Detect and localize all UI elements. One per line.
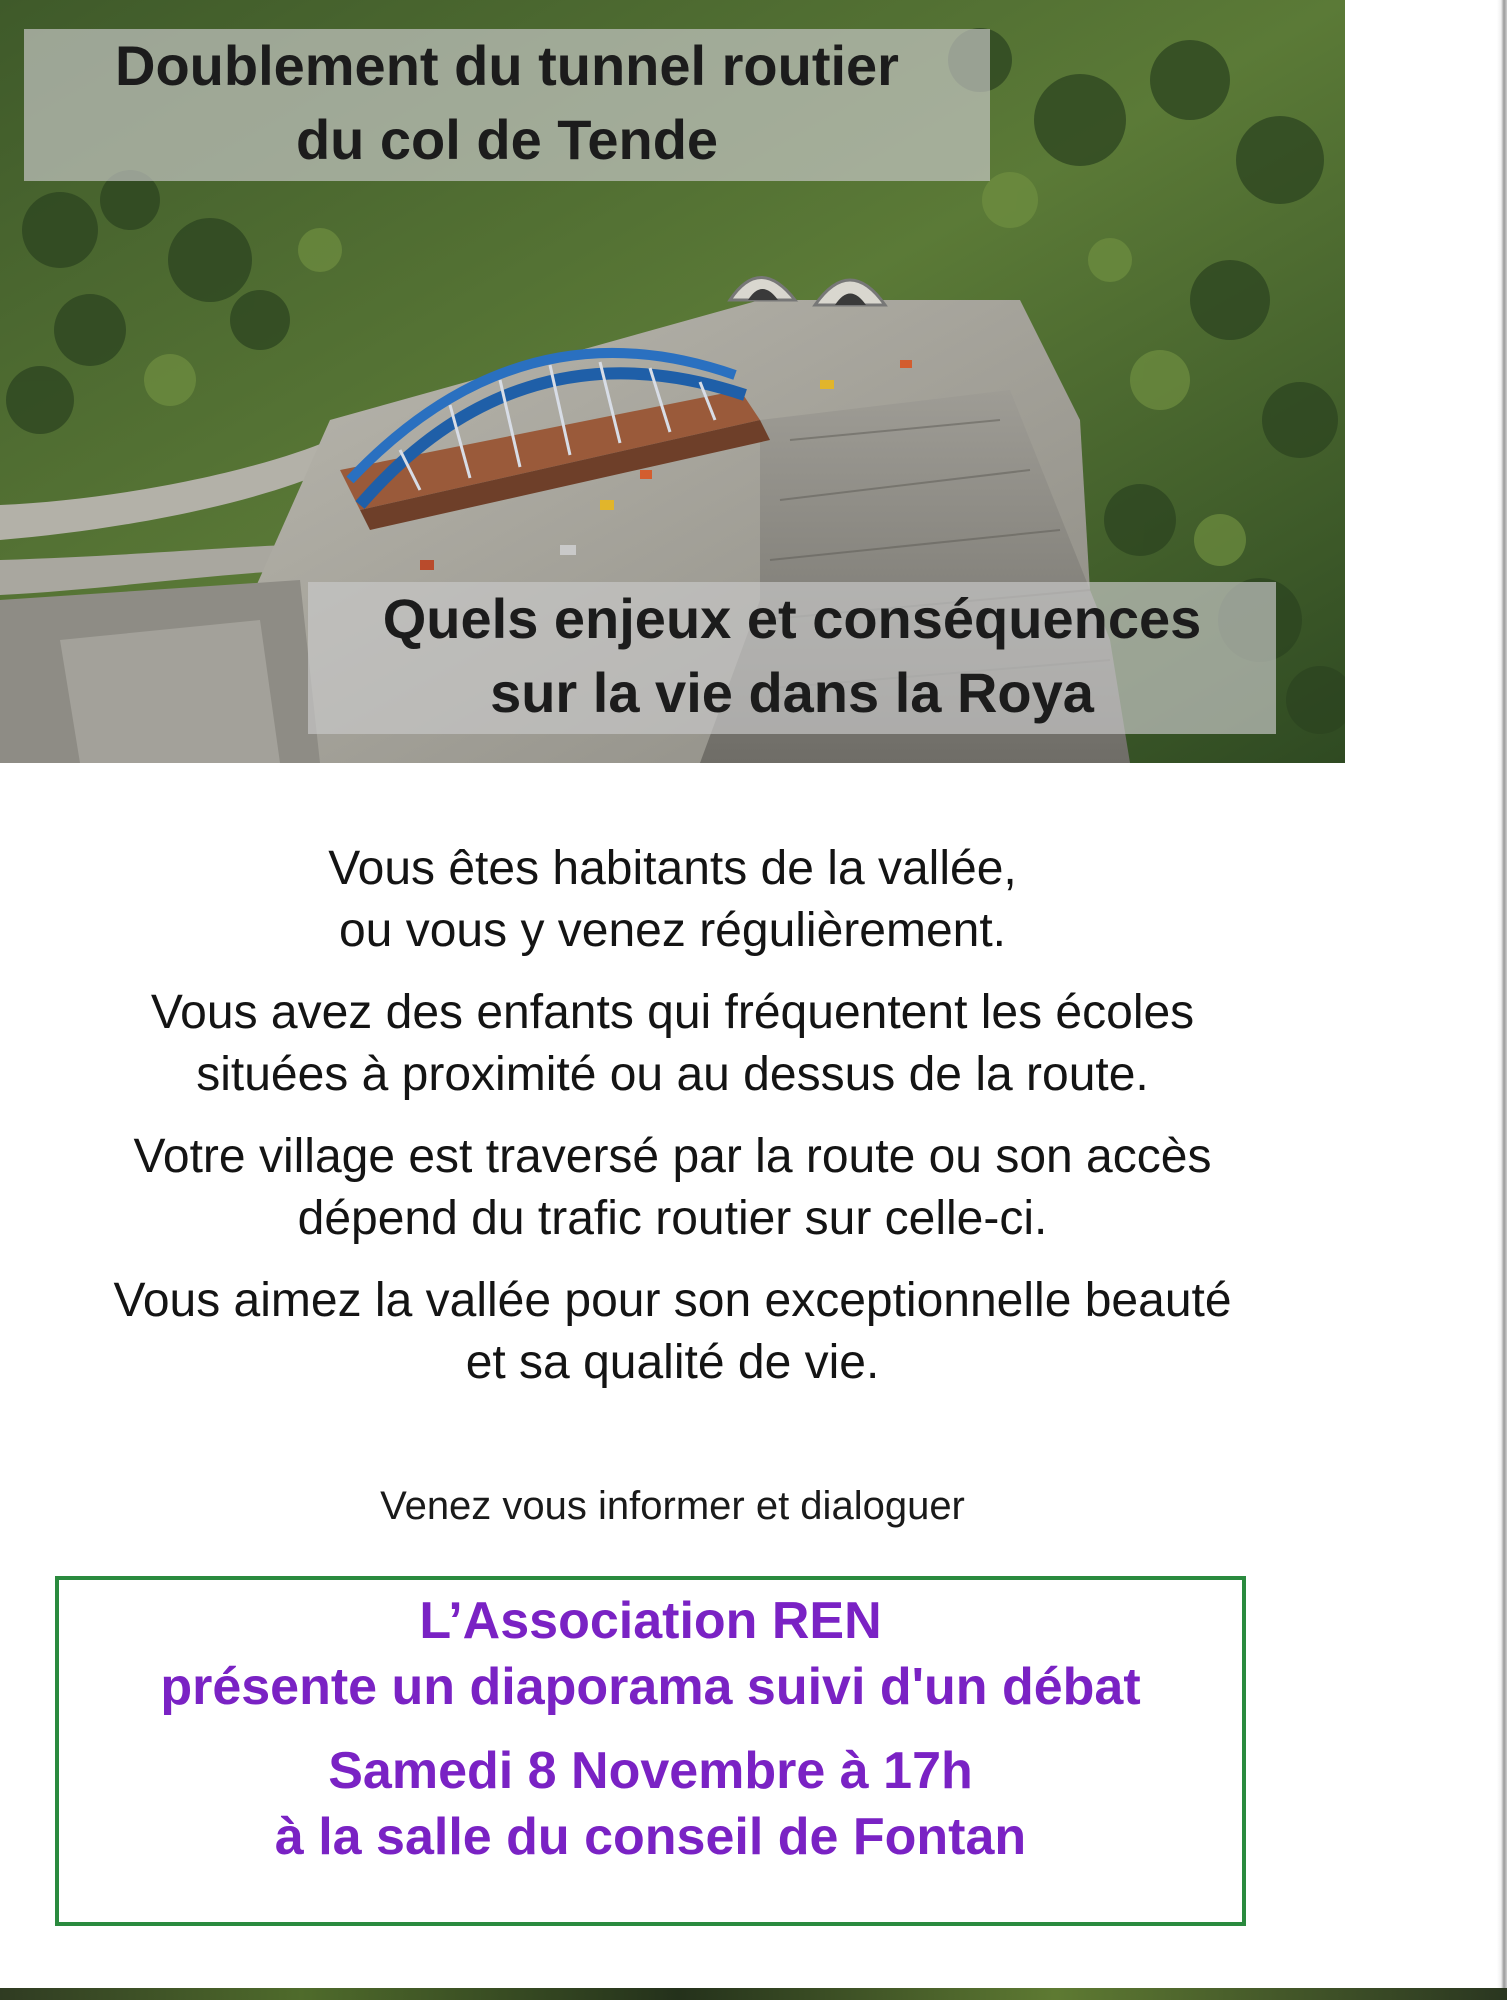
paragraph-line: situées à proximité ou au dessus de la route. bbox=[196, 1048, 1149, 1101]
photo-title-box bbox=[24, 29, 990, 181]
page-edge-shadow bbox=[1497, 0, 1507, 2000]
photo-subtitle-line-2: sur la vie dans la Roya bbox=[490, 661, 1094, 724]
paragraph-children bbox=[0, 982, 1345, 1106]
paragraph-line: et sa qualité de vie. bbox=[465, 1336, 880, 1389]
body-text bbox=[0, 838, 1345, 1414]
paragraph-line: ou vous y venez régulièrement. bbox=[338, 904, 1007, 957]
photo-subtitle-line-1: Quels enjeux et conséquences bbox=[382, 587, 1202, 650]
paragraph-residents bbox=[0, 838, 1345, 962]
event-announcement-box bbox=[55, 1576, 1246, 1926]
photo-title-line-2: du col de Tende bbox=[295, 108, 719, 171]
paragraph-beauty bbox=[0, 1270, 1345, 1394]
paragraph-village bbox=[0, 1126, 1345, 1250]
paragraph-line: Vous aimez la vallée pour son exceptionnelle beauté bbox=[113, 1274, 1232, 1327]
paragraph-line: Votre village est traversé par la route ou son accès bbox=[133, 1130, 1212, 1183]
event-date: Samedi 8 Novembre à 17h bbox=[328, 1742, 973, 1800]
bottom-image-strip bbox=[0, 1988, 1507, 2000]
paragraph-line: Vous êtes habitants de la vallée, bbox=[328, 842, 1017, 895]
photo-subtitle-box bbox=[308, 582, 1276, 734]
paragraph-line: Vous avez des enfants qui fréquentent les écoles bbox=[150, 986, 1195, 1039]
photo-title-line-1: Doublement du tunnel routier bbox=[115, 34, 899, 97]
construction-site-photo bbox=[0, 0, 1345, 763]
event-description: présente un diaporama suivi d'un débat bbox=[160, 1658, 1141, 1716]
paragraph-line: dépend du trafic routier sur celle-ci. bbox=[297, 1192, 1048, 1245]
event-organizer: L’Association REN bbox=[419, 1592, 882, 1650]
invite-text: Venez vous informer et dialoguer bbox=[380, 1484, 965, 1528]
event-location: à la salle du conseil de Fontan bbox=[274, 1808, 1027, 1866]
